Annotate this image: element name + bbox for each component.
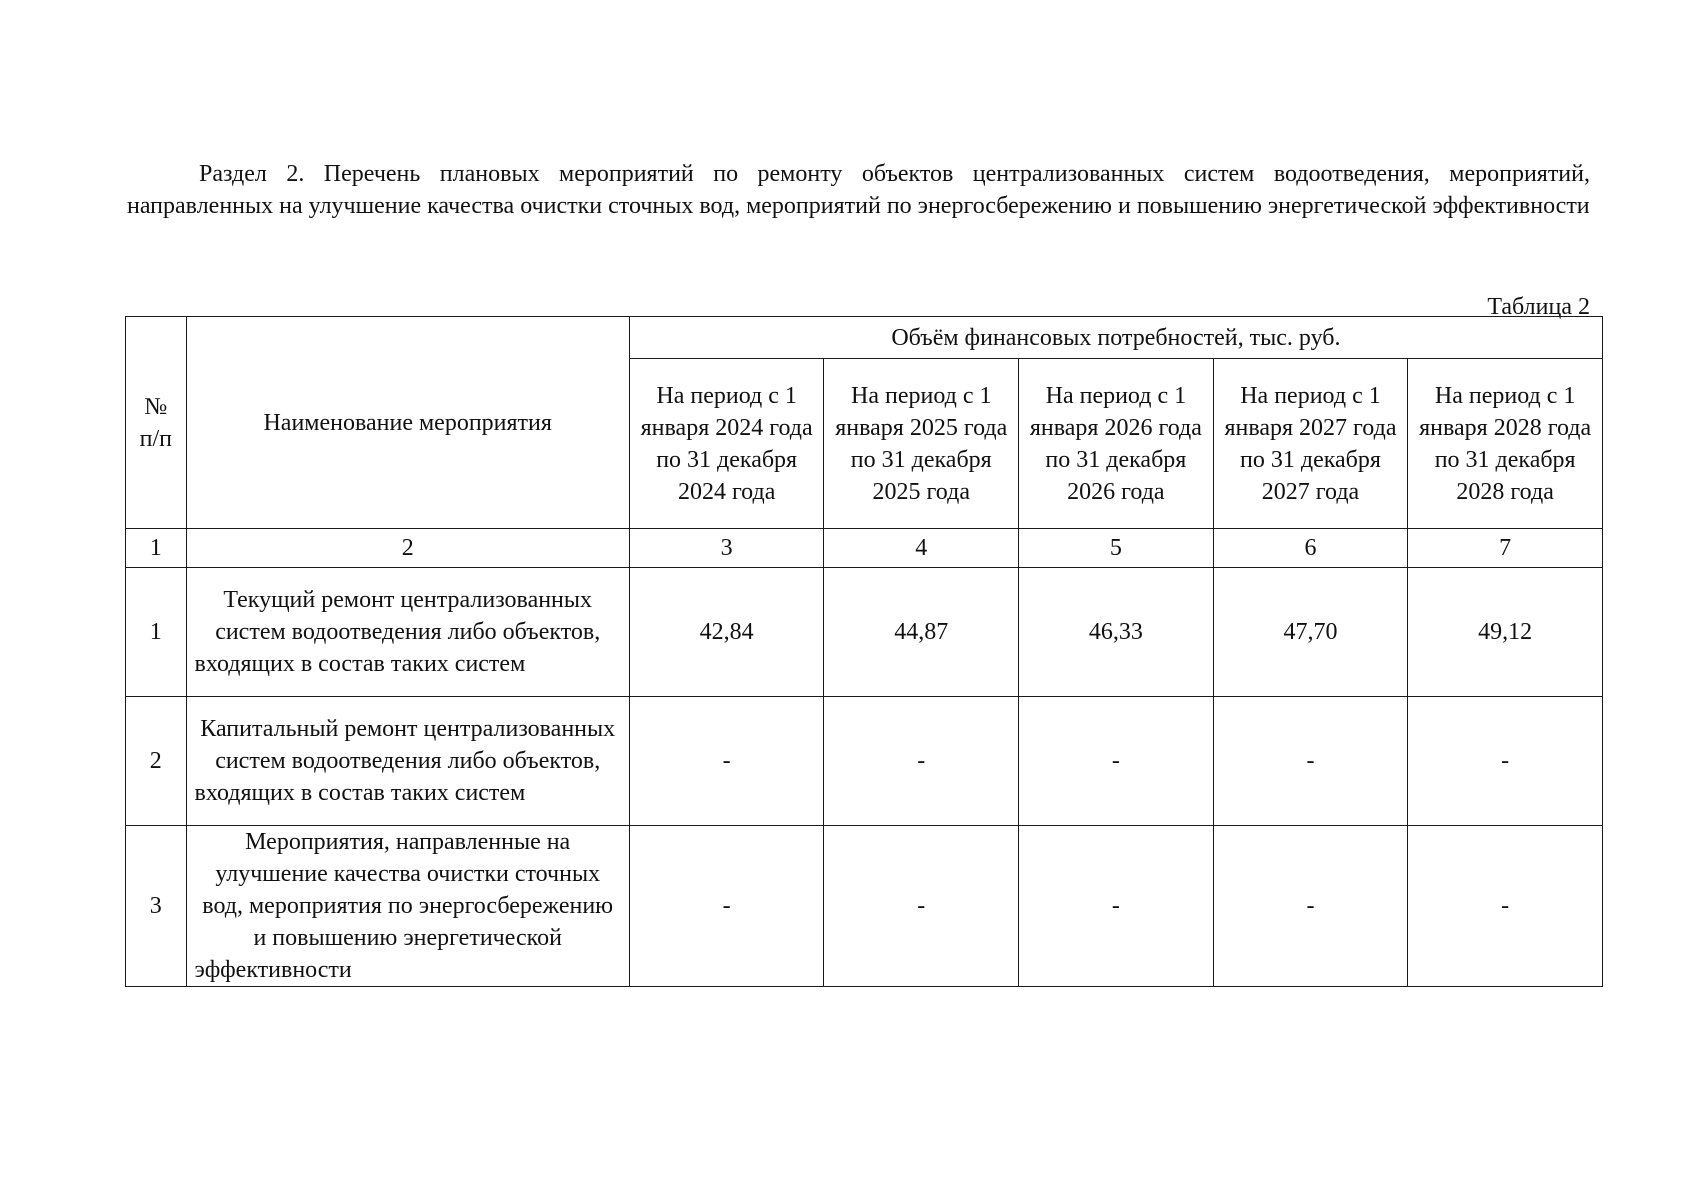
column-numbers-row (126, 529, 1603, 568)
row-value-2026: - (1019, 826, 1214, 987)
row-number: 3 (126, 826, 187, 987)
row-value-2028: - (1408, 697, 1603, 826)
column-number: 4 (824, 529, 1019, 568)
row-value-2027: - (1213, 826, 1408, 987)
measures-table (125, 316, 1603, 987)
row-measure-name: Капитальный ремонт централизованных систем водоотведения либо объектов, входящих в состав таких систем (186, 697, 629, 826)
header-period-2026: На период с 1 января 2026 года по 31 декабря 2026 года (1019, 359, 1214, 529)
column-number: 5 (1019, 529, 1214, 568)
row-value-2026: - (1019, 697, 1214, 826)
row-value-2024: 42,84 (629, 568, 824, 697)
table-row (126, 568, 1603, 697)
row-value-2025: 44,87 (824, 568, 1019, 697)
row-value-2024: - (629, 697, 824, 826)
column-number: 6 (1213, 529, 1408, 568)
row-value-2025: - (824, 697, 1019, 826)
header-period-2028: На период с 1 января 2028 года по 31 декабря 2028 года (1408, 359, 1603, 529)
row-measure-name: Текущий ремонт централизованных систем водоотведения либо объектов, входящих в состав таких систем (186, 568, 629, 697)
row-number: 1 (126, 568, 187, 697)
table-row (126, 826, 1603, 987)
row-value-2026: 46,33 (1019, 568, 1214, 697)
header-period-2027: На период с 1 января 2027 года по 31 декабря 2027 года (1213, 359, 1408, 529)
row-value-2027: - (1213, 697, 1408, 826)
row-value-2027: 47,70 (1213, 568, 1408, 697)
header-financial-needs: Объём финансовых потребностей, тыс. руб. (629, 317, 1602, 359)
header-measure-name: Наименование мероприятия (186, 317, 629, 529)
header-period-2025: На период с 1 января 2025 года по 31 декабря 2025 года (824, 359, 1019, 529)
column-number: 7 (1408, 529, 1603, 568)
section-heading: Раздел 2. Перечень плановых мероприятий по ремонту объектов централизованных систем водоотведения, мероприятий, направленных на улучшение качества очистки сточных вод, мероприятий по энергосбережению и повышению энергетической эффективности (127, 161, 1590, 219)
table-row (126, 697, 1603, 826)
row-value-2025: - (824, 826, 1019, 987)
column-number: 3 (629, 529, 824, 568)
row-value-2028: - (1408, 826, 1603, 987)
column-number: 1 (126, 529, 187, 568)
header-number: № п/п (126, 317, 187, 529)
row-number: 2 (126, 697, 187, 826)
header-period-2024: На период с 1 января 2024 года по 31 декабря 2024 года (629, 359, 824, 529)
row-value-2028: 49,12 (1408, 568, 1603, 697)
table-label: Таблица 2 (1487, 294, 1590, 320)
row-measure-name: Мероприятия, направленные на улучшение качества очистки сточных вод, мероприятия по энергосбережению и повышению энергетической эффективности (186, 826, 629, 987)
row-value-2024: - (629, 826, 824, 987)
column-number: 2 (186, 529, 629, 568)
